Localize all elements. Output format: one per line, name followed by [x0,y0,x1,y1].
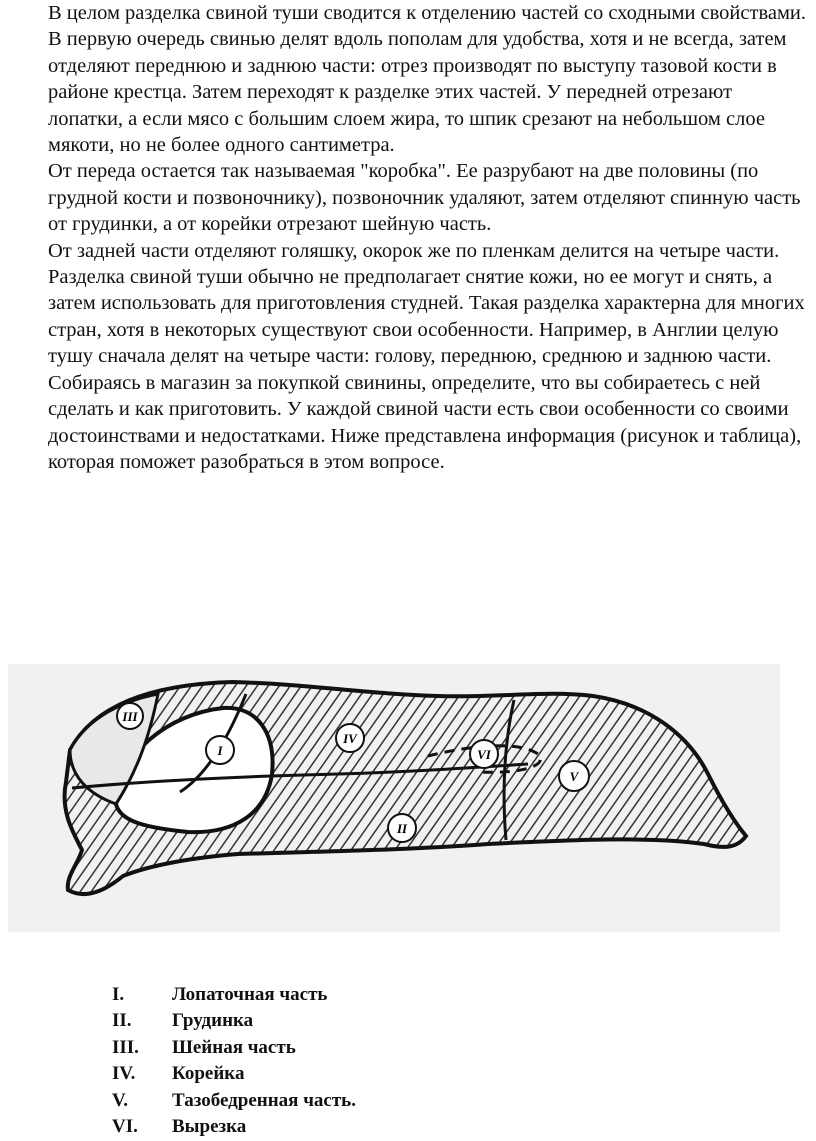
legend-number: I. [112,984,125,1005]
paragraph: От переда остается так называемая "коробка". Ее разрубают на две половины (по грудной кости и позвоночнику), позвоночник удаляют, затем отделяют спинную часть от грудинки, а от корейки отрезают шейную часть. [48,160,801,236]
legend-label: Лопаточная часть [172,984,328,1005]
legend-item [112,1114,356,1140]
label-iii: III [122,709,138,724]
article-text [48,0,808,475]
label-vi: VI [477,747,491,762]
paragraph: Собираясь в магазин за покупкой свинины, определите, что вы собираетесь с ней сделать и как приготовить. У каждой свиной части есть свои особенности со своими достоинствами и недостатками. Ниже представлена информация (рисунок и таблица), которая поможет разобраться в этом вопросе. [48,371,802,473]
legend-item [112,1061,356,1087]
cuts-legend [112,982,356,1140]
legend-number: IV. [112,1063,136,1085]
legend-label: Тазобедренная часть. [172,1089,356,1111]
label-v: V [569,769,579,784]
legend-number: III. [112,1036,139,1058]
legend-number: V. [112,1089,129,1111]
legend-label: Грудинка [172,1010,254,1032]
label-iv: IV [343,731,357,746]
legend-label: Корейка [172,1063,245,1085]
legend-number: VI. [112,1115,138,1137]
paragraph: От задней части отделяют голяшку, окорок же по пленкам делится на четыре части. Разделка свиной туши обычно не предполагает снятие кожи, но ее могут и снять, а затем использовать для приготовления студней. Такая разделка характерна для многих стран, хотя в некоторых существуют свои особенности. Например, в Англии целую тушу сначала делят на четыре части: голову, переднюю, среднюю и заднюю части. [48,239,805,368]
legend-label: Шейная часть [172,1036,296,1058]
label-i: I [217,743,223,758]
legend-item [112,1008,356,1034]
legend-item [112,1088,356,1114]
paragraph: В первую очередь свинью делят вдоль пополам для удобства, хотя и не всегда, затем отделяют переднюю и заднюю части: отрез производят по выступу тазовой кости в районе крестца. Затем переходят к разделке этих частей. У передней отрезают лопатки, а если мясо с большим слоем жира, то шпик срезают на небольшом слое мякоти, но не более одного сантиметра. [48,28,787,157]
legend-label: Вырезка [172,1115,247,1137]
legend-item [112,1035,356,1061]
paragraph: В целом разделка свиной туши сводится к отделению частей со сходными свойствами. [48,2,807,24]
label-ii: II [396,821,408,836]
legend-item [112,982,356,1008]
legend-number: II. [112,1010,132,1032]
pork-carcass-diagram [8,664,780,932]
